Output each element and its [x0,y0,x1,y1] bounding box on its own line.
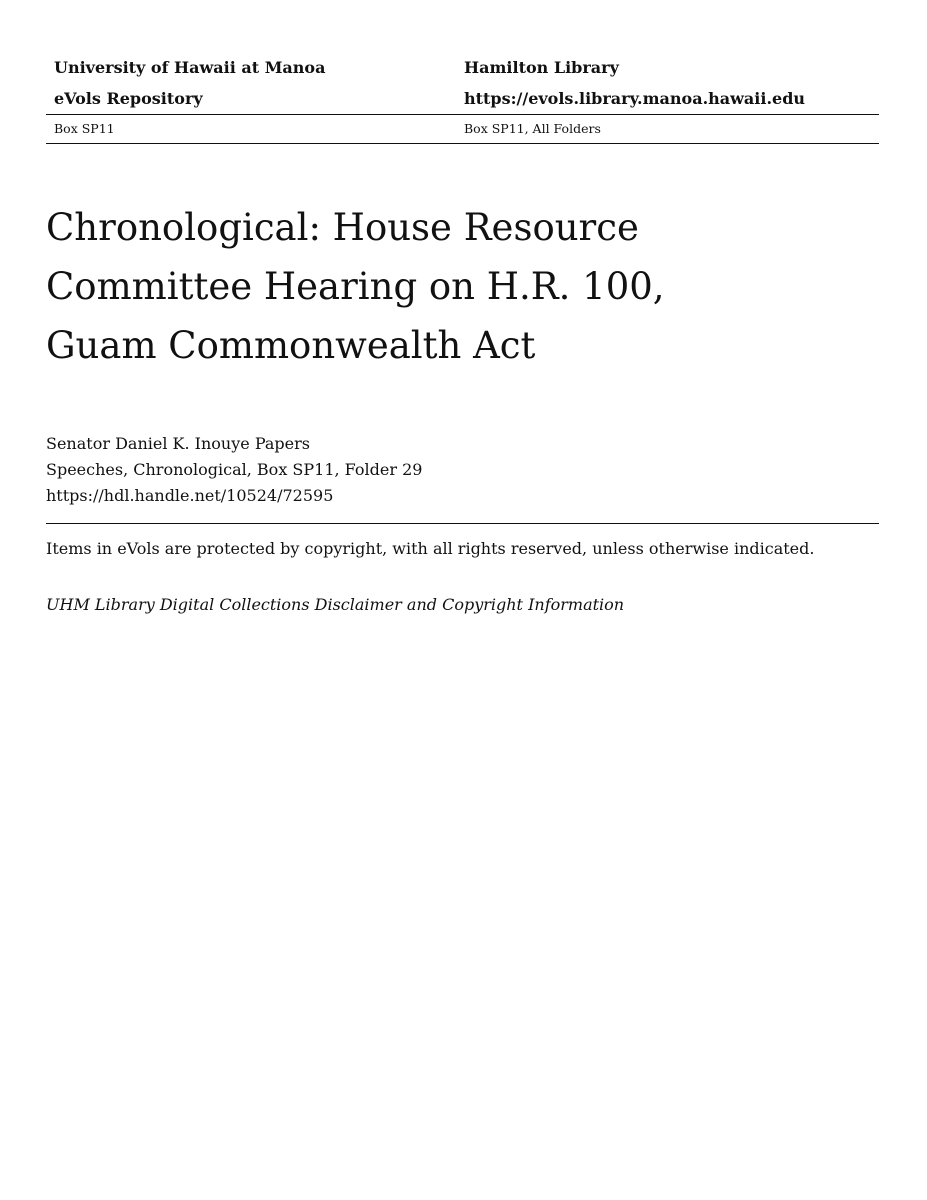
box-label: Box SP11 [54,121,115,136]
disclaimer-link[interactable]: UHM Library Digital Collections Disclaimer and Copyright Information [46,595,625,614]
repository-name: eVols Repository [54,89,203,108]
header-row-institution [46,52,879,83]
document-header [46,52,879,144]
handle-link[interactable]: https://hdl.handle.net/10524/72595 [46,486,334,505]
library-name: Hamilton Library [464,58,619,77]
folder-location: Speeches, Chronological, Box SP11, Folder 29 [46,460,423,479]
document-metadata [46,431,879,509]
header-bottom-divider [46,143,879,144]
document-page [46,52,879,617]
document-title: Chronological: House Resource Committee Hearing on H.R. 100, Guam Commonwealth Act [46,206,665,367]
content-divider [46,523,879,524]
box-folders-label: Box SP11, All Folders [464,121,601,136]
header-row-repository [46,83,879,114]
header-row-box [46,115,879,143]
collection-name: Senator Daniel K. Inouye Papers [46,434,310,453]
institution-name: University of Hawaii at Manoa [54,58,326,77]
copyright-notice: Items in eVols are protected by copyright, with all rights reserved, unless otherwise indicated. [46,539,815,558]
repository-url[interactable]: https://evols.library.manoa.hawaii.edu [464,89,806,108]
